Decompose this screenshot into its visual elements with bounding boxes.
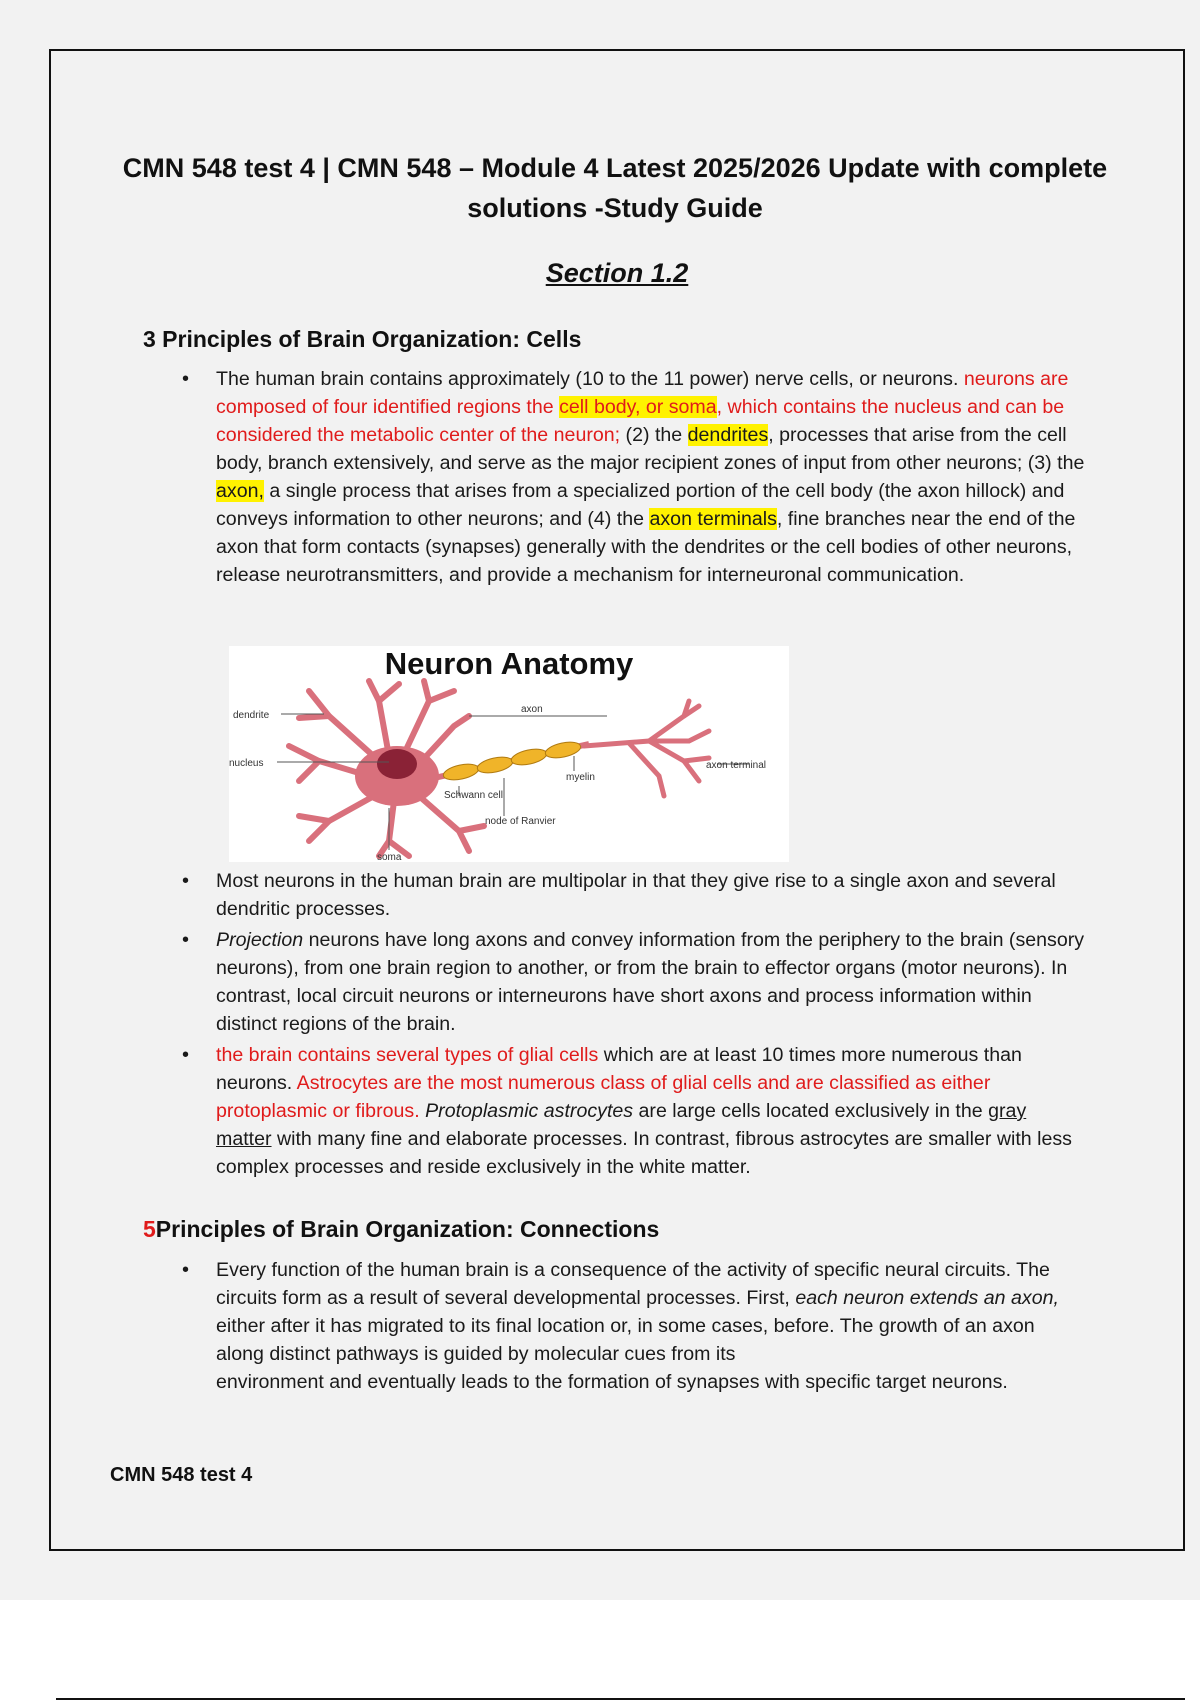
label-node-of-ranvier: node of Ranvier	[485, 816, 556, 827]
heading-connections-number: 5	[143, 1216, 156, 1242]
label-myelin: myelin	[566, 772, 595, 783]
bullet-projection: • Projection neurons have long axons and convey information from the periphery to the brain (sensory neurons), from one brain region to another, or from the brain to effector organs (motor neurons). In contrast, local circuit neurons or interneurons have short axons and process information within distinct regions of the brain.	[216, 926, 1086, 1038]
bullet-neuron-regions: • The human brain contains approximately (10 to the 11 power) nerve cells, or neurons. neurons are composed of four identified regions the cell body, or soma, which contains the nucleus and can be considered the metabolic center of the neuron; (2) the dendrites, processes that arise from the cell body, branch extensively, and serve as the major recipient zones of input from other neurons; (3) the axon, a single process that arises from a specialized portion of the cell body (the axon hillock) and conveys information to other neurons; and (4) the axon terminals, fine branches near the end of the axon that form contacts (synapses) generally with the dendrites or the cell bodies of other neurons, release neurotransmitters, and provide a mechanism for interneuronal communication.	[216, 365, 1086, 589]
label-dendrite: dendrite	[233, 710, 270, 721]
heading-cells-number: 3	[143, 326, 156, 352]
myelin-sheaths	[442, 739, 582, 782]
bullet-list-connections	[216, 1256, 1086, 1399]
label-axon: axon	[521, 704, 543, 715]
nucleus-shape	[377, 749, 417, 779]
neuron-anatomy-figure	[229, 646, 789, 862]
footer-label: CMN 548 test 4	[110, 1464, 253, 1486]
bullet-list-cells	[216, 365, 1086, 592]
label-nucleus: nucleus	[229, 758, 264, 769]
axon-terminal-branches	[584, 701, 709, 796]
section-title: Section 1.2	[545, 258, 689, 288]
heading-connections	[143, 1216, 659, 1243]
bullet-multipolar: • Most neurons in the human brain are multipolar in that they give rise to a single axon and several dendritic processes.	[216, 867, 1086, 923]
bullet-list-cells-continued	[216, 867, 1086, 1184]
label-axon-terminal: axon terminal	[706, 760, 767, 771]
bullet-glial: • the brain contains several types of glial cells which are at least 10 times more numerous than neurons. Astrocytes are the most numerous class of glial cells and are classified as either protoplasmic or fibrous. Protoplasmic astrocytes are large cells located exclusively in the gray matter with many fine and elaborate processes. In contrast, fibrous astrocytes are smaller with less complex processes and reside exclusively in the white matter.	[216, 1041, 1086, 1181]
document-title: CMN 548 test 4 | CMN 548 – Module 4 Latest 2025/2026 Update with complete solutions -Study Guide	[122, 153, 1108, 223]
heading-cells-text: Principles of Brain Organization: Cells	[155, 326, 582, 352]
neuron-diagram	[229, 646, 789, 862]
figure-title: Neuron Anatomy	[384, 646, 634, 681]
heading-connections-text: Principles of Brain Organization: Connections	[155, 1216, 660, 1242]
bullet-neural-circuits: • Every function of the human brain is a consequence of the activity of specific neural circuits. The circuits form as a result of several developmental processes. First, each neuron extends an axon, either after it has migrated to its final location or, in some cases, before. The growth of an axon along distinct pathways is guided by molecular cues from its environment and eventually leads to the formation of synapses with specific target neurons.	[216, 1256, 1086, 1396]
label-schwann-cell: Schwann cell	[444, 790, 503, 801]
heading-cells	[143, 326, 581, 353]
label-soma: soma	[377, 852, 402, 862]
